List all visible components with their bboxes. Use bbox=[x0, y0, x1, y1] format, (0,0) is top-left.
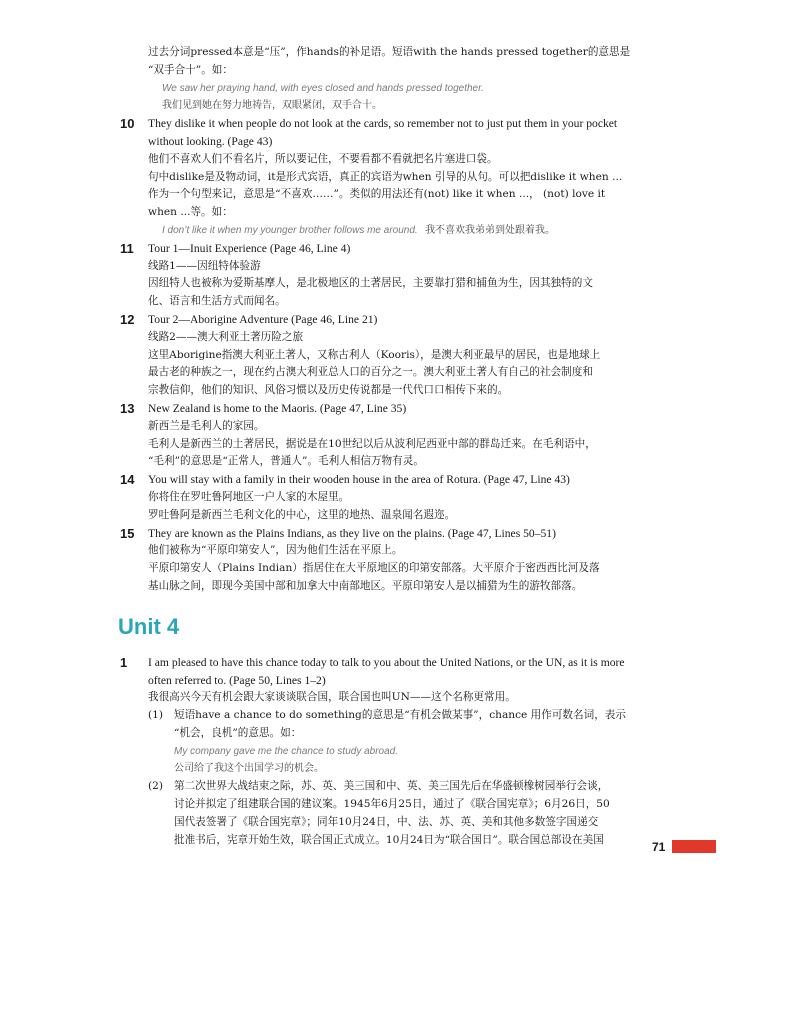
item-line: often referred to. (Page 50, Lines 1–2) bbox=[148, 673, 326, 687]
item-number: 11 bbox=[120, 240, 134, 256]
example-en: We saw her praying hand, with eyes closed and hands pressed together. bbox=[162, 82, 484, 94]
item-line: 作为一个句型来记，意思是“不喜欢……”。类似的用法还有(not) like it when ...， (not) love it bbox=[148, 188, 606, 201]
item-line: 他们不喜欢人们不看名片，所以要记住，不要看都不看就把名片塞进口袋。 bbox=[148, 152, 498, 165]
example-cn: 我不喜欢我弟弟到处跟着我。 bbox=[425, 224, 556, 236]
item-line: 新西兰是毛利人的家园。 bbox=[148, 419, 265, 432]
note-item-12 bbox=[120, 311, 680, 400]
page-content bbox=[120, 44, 680, 849]
item-number: 10 bbox=[120, 116, 135, 132]
item-line: I am pleased to have this chance today to talk to you about the United Nations, or the UN, as it is more bbox=[148, 655, 625, 669]
item-number: 15 bbox=[120, 525, 135, 541]
item-line: 化、语言和生活方式而闻名。 bbox=[148, 295, 286, 308]
unit-heading: Unit 4 bbox=[118, 613, 180, 639]
item-line: You will stay with a family in their wooden house in the area of Rotura. (Page 47, Line 43) bbox=[148, 473, 570, 487]
item-line: when ...等。如： bbox=[148, 206, 233, 219]
sub-line: 批准书后，宪章开始生效，联合国正式成立。10月24日为“联合国日”。联合国总部设在美国 bbox=[174, 833, 604, 846]
sub-number: (1) bbox=[148, 709, 164, 722]
item-line: Tour 1—Inuit Experience (Page 46, Line 4) bbox=[148, 241, 351, 255]
note-item-10 bbox=[120, 115, 680, 240]
sub-note-2 bbox=[148, 778, 680, 849]
item-line: 句中dislike是及物动词，it是形式宾语，真正的宾语为when 引导的从句。可以把dislike it when ... bbox=[148, 170, 623, 183]
item-line: “毛利”的意思是“正常人，普通人”。毛利人相信万物有灵。 bbox=[148, 455, 424, 468]
item-line: 他们被称为“平原印第安人”，因为他们生活在平原上。 bbox=[148, 544, 403, 557]
item-number: 14 bbox=[120, 472, 135, 488]
item-line: 线路1——因纽特体验游 bbox=[148, 259, 261, 272]
item-line: 因纽特人也被称为爱斯基摩人，是北极地区的土著居民，主要靠打猎和捕鱼为生，因其独特的文 bbox=[148, 277, 593, 290]
item-number: 13 bbox=[120, 400, 135, 416]
item-line: 线路2——澳大利亚土著历险之旅 bbox=[148, 330, 304, 343]
sub-note-1 bbox=[148, 707, 680, 778]
item-line: They dislike it when people do not look at the cards, so remember not to just put them in your pocket bbox=[148, 117, 618, 131]
item-line: 毛利人是新西兰的土著居民，据说是在10世纪以后从波利尼西亚中部的群岛迁来。在毛利语中， bbox=[148, 437, 596, 450]
item-line: New Zealand is home to the Maoris. (Page 47, Line 35) bbox=[148, 401, 407, 415]
item-line: 罗吐鲁阿是新西兰毛利文化的中心，这里的地热、温泉闻名遐迩。 bbox=[148, 508, 456, 521]
item-line: Tour 2—Aborigine Adventure (Page 46, Line 21) bbox=[148, 312, 378, 326]
item-number: 1 bbox=[120, 654, 128, 670]
item-line: 平原印第安人（Plains Indian）指居住在大平原地区的印第安部落。大平原介于密西西比河及落 bbox=[148, 562, 600, 575]
page-number: 71 bbox=[652, 840, 666, 854]
sub-line: “机会，良机”的意思。如： bbox=[174, 726, 302, 739]
sub-line: 短语have a chance to do something的意思是“有机会做某事”，chance 用作可数名词，表示 bbox=[174, 709, 626, 722]
item-line: 我很高兴今天有机会跟大家谈谈联合国，联合国也叫UN——这个名称更常用。 bbox=[148, 691, 516, 704]
note-item-14 bbox=[120, 471, 680, 524]
note-item-13 bbox=[120, 400, 680, 471]
item-line: without looking. (Page 43) bbox=[148, 134, 273, 148]
sub-line: 讨论并拟定了组建联合国的建议案。1945年6月25日，通过了《联合国宪章》；6月26日，50 bbox=[174, 798, 610, 811]
sub-number: (2) bbox=[148, 780, 164, 793]
item-line: 宗教信仰，他们的知识、风俗习惯以及历史传说都是一代代口口相传下来的。 bbox=[148, 384, 509, 397]
item-line: 你将住在罗吐鲁阿地区一户人家的木屋里。 bbox=[148, 490, 350, 503]
sub-line: 国代表签署了《联合国宪章》；同年10月24日，中、法、苏、英、美和其他多数签字国递交 bbox=[174, 815, 599, 828]
example-en: My company gave me the chance to study abroad. bbox=[174, 745, 399, 757]
example-cn: 公司给了我这个出国学习的机会。 bbox=[174, 763, 324, 775]
item-line: 最古老的种族之一，现在约占澳大利亚总人口的百分之一。澳大利亚土著人有自己的社会制度和 bbox=[148, 366, 593, 379]
sub-line: 第二次世界大战结束之际，苏、英、美三国和中、英、美三国先后在华盛顿橡树园举行会谈， bbox=[174, 780, 609, 793]
note-item-15 bbox=[120, 525, 680, 596]
intro-line: “双手合十”。如： bbox=[148, 63, 233, 76]
example-line bbox=[148, 222, 680, 240]
note-item-11 bbox=[120, 240, 680, 311]
intro-line: 过去分词pressed本意是“压”，作hands的补足语。短语with the hands pressed together的意思是 bbox=[148, 46, 631, 58]
item-line: 基山脉之间，即现今美国中部和加拿大中南部地区。平原印第安人是以捕猎为生的游牧部落。 bbox=[148, 579, 583, 592]
item-line: 这里Aborigine指澳大利亚土著人，又称古利人（Kooris），是澳大利亚最早的居民，也是地球上 bbox=[148, 348, 601, 361]
example-cn: 我们见到她在努力地祷告，双眼紧闭，双手合十。 bbox=[162, 100, 382, 112]
item-number: 12 bbox=[120, 311, 135, 327]
intro-block bbox=[120, 44, 680, 115]
page-number-bar bbox=[672, 840, 716, 853]
item-line: They are known as the Plains Indians, as they live on the plains. (Page 47, Lines 50–51) bbox=[148, 526, 556, 540]
example-en: I don’t like it when my younger brother follows me around. bbox=[162, 224, 418, 236]
unit4-note-item-1 bbox=[120, 654, 680, 850]
